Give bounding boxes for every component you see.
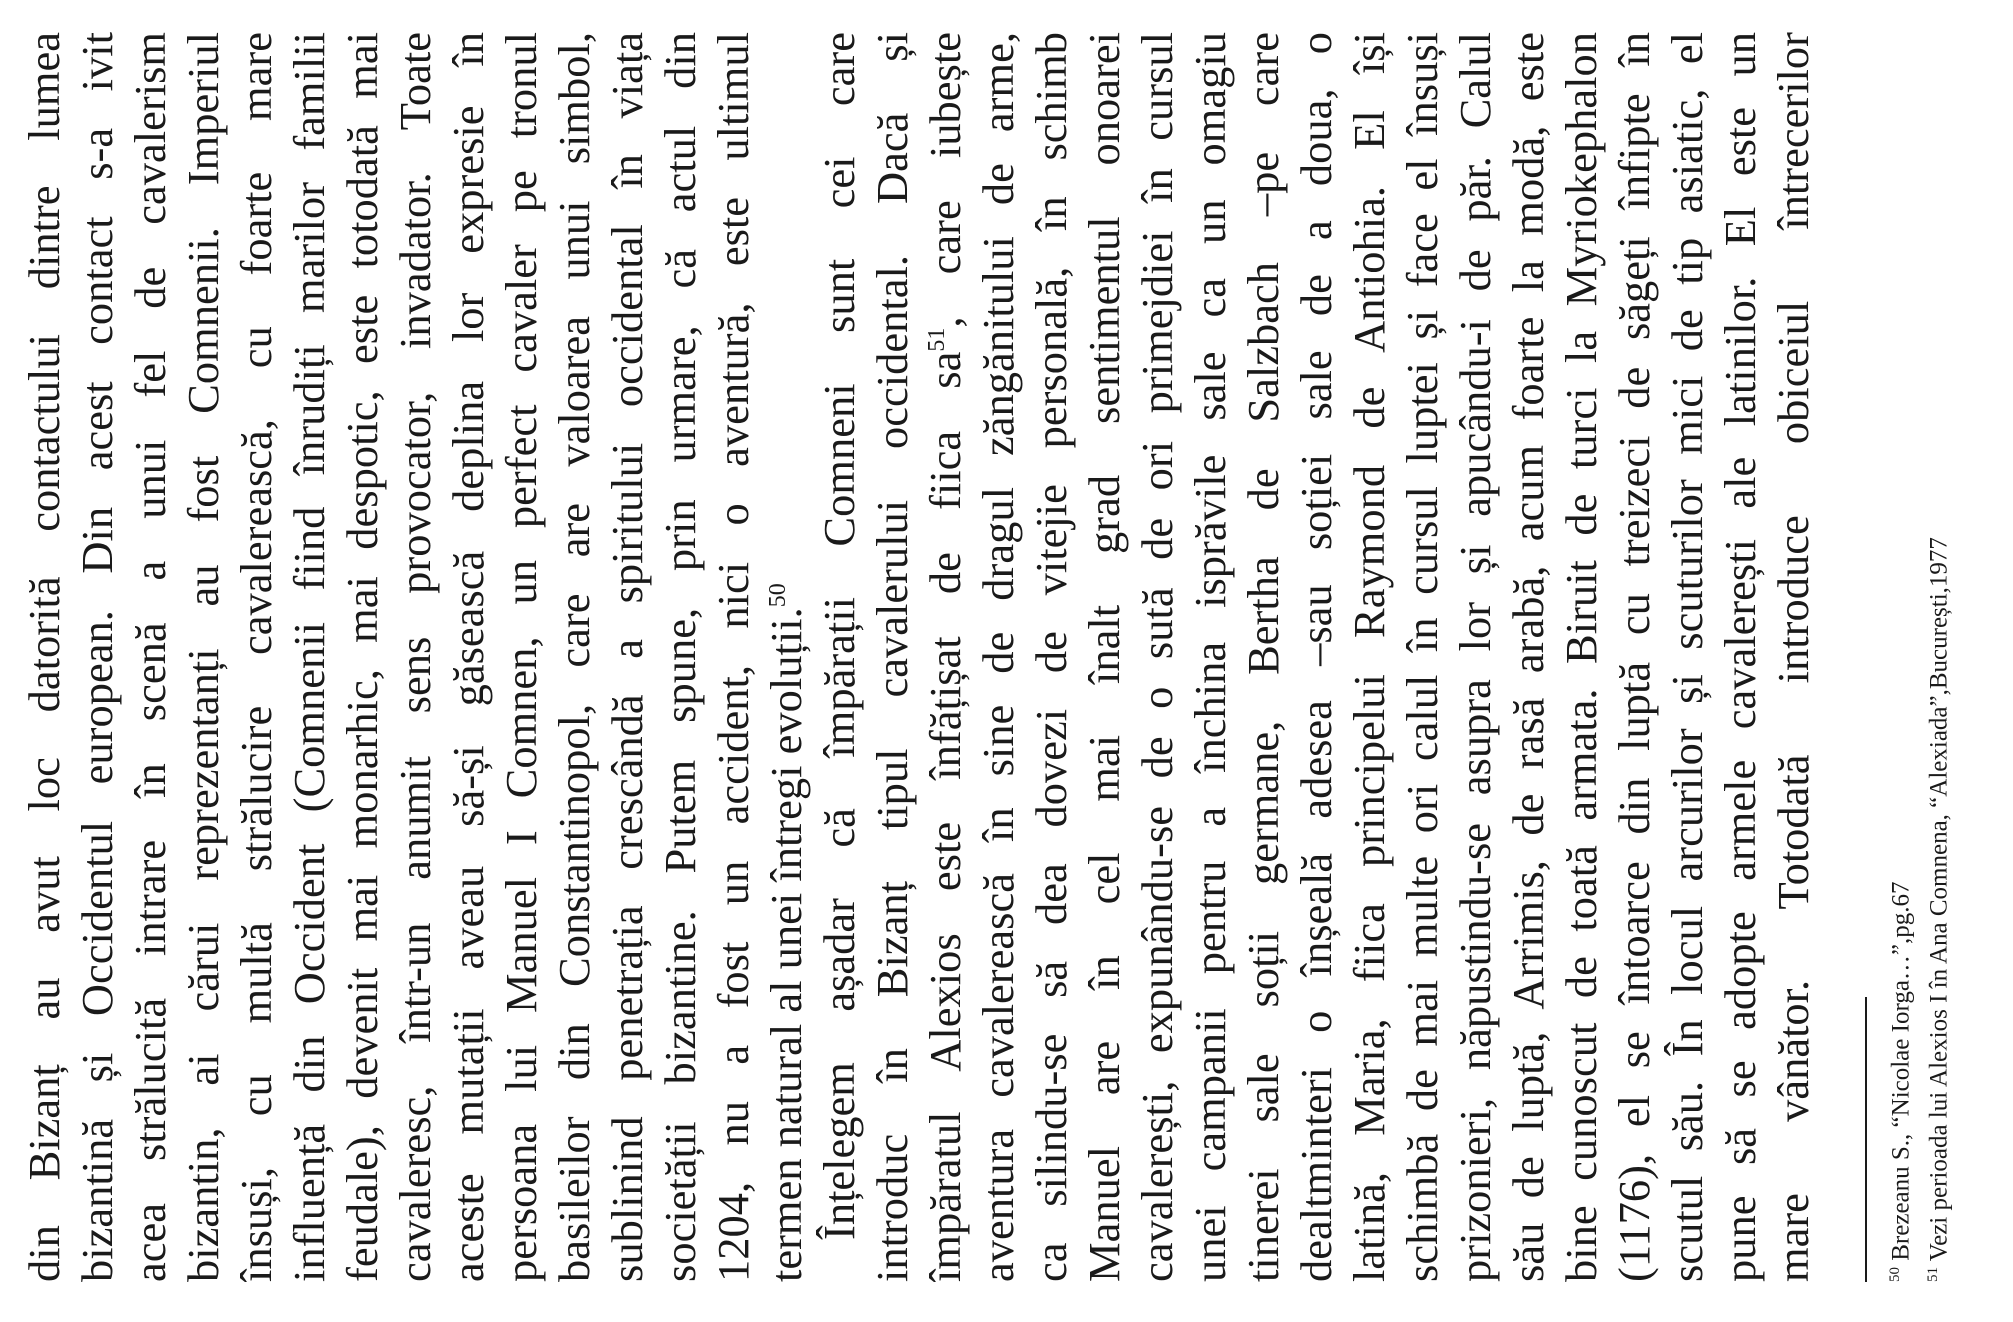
text-line: său de luptă, Arrimis, de rasă arabă, acum foarte la modă, este xyxy=(1503,32,1553,1282)
text-line: Manuel are în cel mai înalt grad sentimentul onoarei xyxy=(1079,32,1129,1282)
text-line: tinerei sale soții germane, Bertha de Salzbach –pe care xyxy=(1238,32,1288,1282)
footnote-50 xyxy=(1879,32,1917,1282)
text-line: sublinind penetrația crescândă a spiritului occidental în viața xyxy=(602,32,652,1282)
text-line: ca silindu-se să dea dovezi de vitejie personală, în schimb xyxy=(1026,32,1076,1282)
text-line: bine cunoscut de toată armata. Biruit de turci la Myriokephalon xyxy=(1556,32,1606,1282)
footnote-ref-51: 51 xyxy=(924,327,951,352)
text-line: bizantin, ai cărui reprezentanți au fost Comnenii. Imperiul xyxy=(178,32,228,1282)
text-line: scutul său. În locul arcurilor și scuturilor mici de tip asiatic, el xyxy=(1662,32,1712,1282)
text-line-paragraph-end xyxy=(760,32,813,1282)
text-line: unei campanii pentru a închina isprăvile sale ca un omagiu xyxy=(1185,32,1235,1282)
text-line: însuși, cu multă strălucire cavalerească, cu foarte mare xyxy=(231,32,281,1282)
text-line: latină, Maria, fiica principelui Raymond de Antiohia. El își xyxy=(1344,32,1394,1282)
text-line: schimbă de mai multe ori calul în cursul luptei și face el însuși xyxy=(1397,32,1447,1282)
body-text xyxy=(18,32,1820,1282)
text-line: prizonieri, năpustindu-se asupra lor și apucându-i de păr. Calul xyxy=(1450,32,1500,1282)
footnote-text: Vezi perioada lui Alexios I în Ana Comnena, “Alexiada”,București,1977 xyxy=(1925,537,1953,1262)
footnotes xyxy=(1865,32,1956,1282)
footnote-rule xyxy=(1865,997,1867,1282)
footnote-text: Brezeanu S., “Nicolae Iorga…”,pg.67 xyxy=(1887,881,1915,1261)
text-line: aceste mutații aveau să-și găsească deplina lor expresie în xyxy=(443,32,493,1282)
footnote-number: 51 xyxy=(1925,1267,1942,1282)
text-line: din Bizanț au avut loc datorită contactului dintre lumea xyxy=(19,32,69,1282)
rotated-page-content xyxy=(0,10,1980,1300)
footnote-number: 50 xyxy=(1887,1267,1903,1282)
footnote-ref-50: 50 xyxy=(765,583,792,608)
text-line: bizantină și Occidentul european. Din acest contact s-a ivit xyxy=(72,32,122,1282)
text-line: influență din Occident (Comnenii fiind înrudiți marilor familii xyxy=(284,32,334,1282)
footnote-51 xyxy=(1917,32,1955,1282)
text-line: 1204, nu a fost un accident, nici o aventură, este ultimul xyxy=(708,32,758,1282)
text-line: dealtminteri o înșeală adesea –sau soției sale de a doua, o xyxy=(1291,32,1341,1282)
text-run: termen natural al unei întregi evoluții. xyxy=(761,607,811,1282)
text-line: feudale), devenit mai monarhic, mai despotic, este totodată mai xyxy=(337,32,387,1282)
text-line xyxy=(919,32,972,1282)
text-run: , care iubește xyxy=(920,32,970,328)
text-run: împăratul Alexios este înfățișat de fiica sa xyxy=(920,351,970,1282)
text-line: acea strălucită intrare în scenă a unui fel de cavalerism xyxy=(125,32,175,1282)
text-line: aventura cavalerească în sine de dragul zăngănitului de arme, xyxy=(973,32,1023,1282)
text-line: introduc în Bizanț tipul cavalerului occidental. Dacă și xyxy=(867,32,917,1282)
text-line: persoana lui Manuel I Comnen, un perfect cavaler pe tronul xyxy=(496,32,546,1282)
text-line-paragraph-start: Înțelegem așadar că împărații Comneni sunt cei care xyxy=(814,32,864,1240)
text-line: mare vânător. Totodată introduce obiceiul întrecerilor xyxy=(1768,32,1818,1282)
text-line: (1176), el se întoarce din luptă cu treizeci de săgeți înfipte în xyxy=(1609,32,1659,1282)
text-line: pune să se adopte armele cavalerești ale latinilor. El este un xyxy=(1715,32,1765,1282)
text-line: cavaleresc, într-un anumit sens provocator, invadator. Toate xyxy=(390,32,440,1282)
text-line: basileilor din Constantinopol, care are valoarea unui simbol, xyxy=(549,32,599,1282)
text-line: cavalerești, expunându-se de o sută de ori primejdiei în cursul xyxy=(1132,32,1182,1282)
text-line: societății bizantine. Putem spune, prin urmare, că actul din xyxy=(655,32,705,1282)
